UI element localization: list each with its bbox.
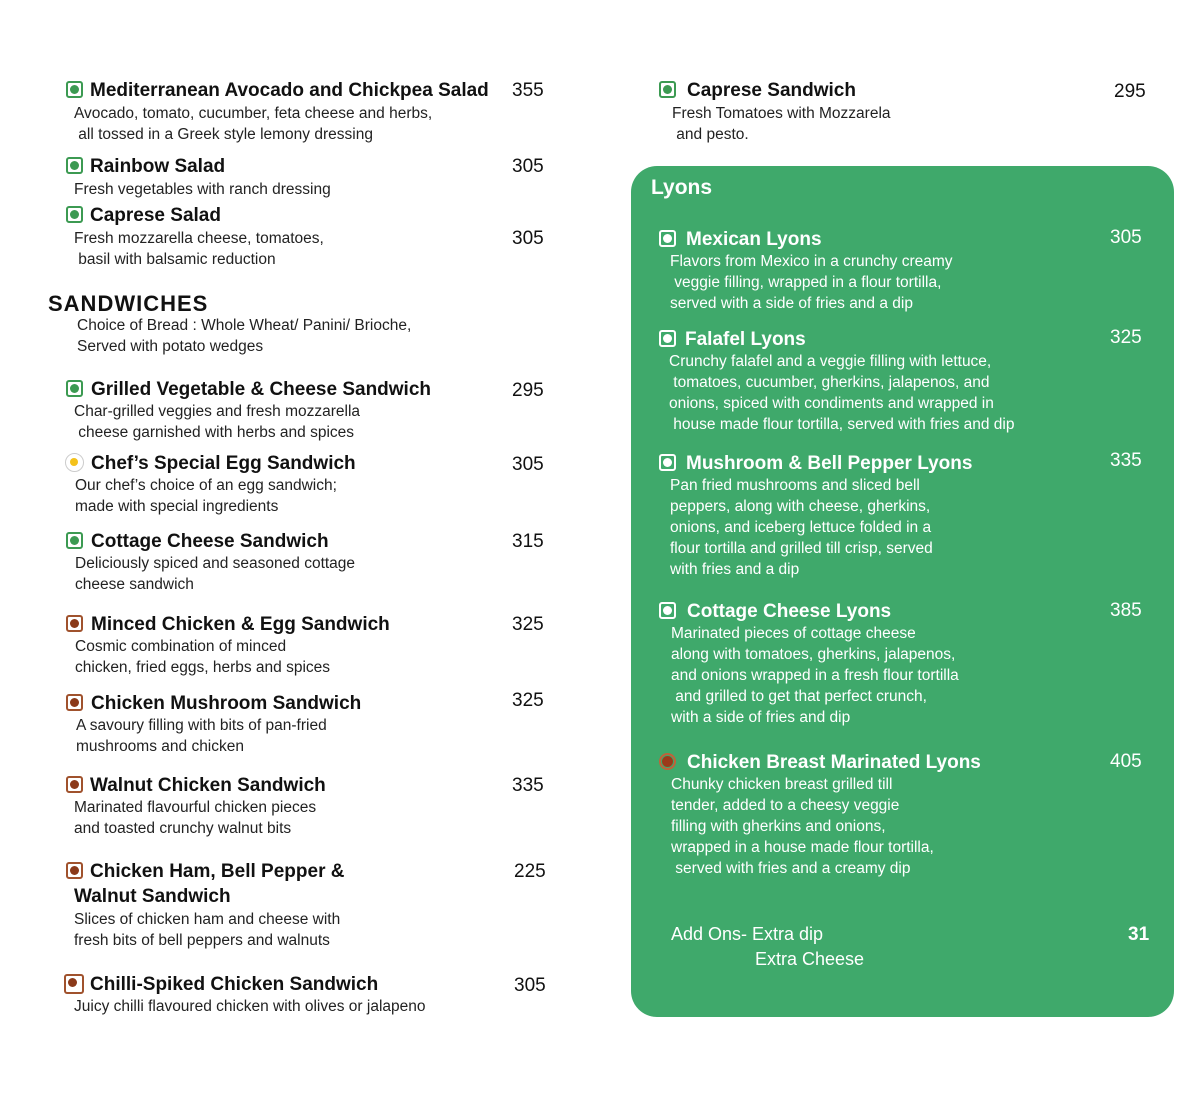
item-description: Char-grilled veggies and fresh mozzarella cheese garnished with herbs and spices [74,403,361,441]
item-price: 225 [514,861,546,882]
item-price: 325 [512,614,544,635]
non-veg-icon [64,974,84,994]
item-price: 335 [1110,450,1142,471]
egg-icon [65,453,84,472]
item-name: Cottage Cheese Sandwich [91,531,329,552]
item-price: 405 [1110,751,1142,772]
veg-icon [66,532,83,549]
item-name: Caprese Salad [90,205,221,226]
item-name: Caprese Sandwich [687,80,856,101]
item-description: Cosmic combination of minced chicken, fried eggs, herbs and spices [75,638,331,676]
veg-icon [659,454,676,471]
section-subtitle: Choice of Bread : Whole Wheat/ Panini/ Brioche, Served with potato wedges [77,317,412,355]
veg-icon [659,330,676,347]
veg-icon [66,157,83,174]
addons-line-1: Add Ons- Extra dip [671,924,824,944]
addons-price: 31 [1128,924,1150,945]
item-description: Slices of chicken ham and cheese with fresh bits of bell peppers and walnuts [74,911,341,949]
item-name: Cottage Cheese Lyons [687,601,892,622]
item-description: Fresh mozzarella cheese, tomatoes, basil with balsamic reduction [74,230,324,268]
item-price: 295 [512,380,544,401]
veg-icon [659,81,676,98]
item-description: A savoury filling with bits of pan-fried mushrooms and chicken [76,717,327,755]
non-veg-icon [66,862,83,879]
item-name: Walnut Chicken Sandwich [90,775,326,796]
non-veg-icon [66,615,83,632]
item-name: Minced Chicken & Egg Sandwich [91,614,390,635]
item-price: 305 [512,156,544,177]
item-description: Deliciously spiced and seasoned cottage cheese sandwich [75,555,356,593]
item-name: Mediterranean Avocado and Chickpea Salad [90,80,489,101]
lyons-panel [631,166,1174,1017]
section-title-lyons: Lyons [651,176,713,199]
item-name: Chicken Breast Marinated Lyons [687,752,981,773]
item-name: Falafel Lyons [685,329,806,350]
item-price: 325 [512,690,544,711]
non-veg-icon [66,776,83,793]
item-description: Marinated pieces of cottage cheese along with tomatoes, gherkins, jalapenos, and onions wrapped in a fresh flour tortilla and grilled to get that perfect crunch, with a side of fries and dip [671,625,959,726]
non-veg-icon [66,694,83,711]
item-description: Pan fried mushrooms and sliced bell peppers, along with cheese, gherkins, onions, and iceberg lettuce folded in a flour tortilla and grilled till crisp, served with fries and a dip [670,477,933,578]
item-price: 325 [1110,327,1142,348]
veg-icon [659,602,676,619]
veg-icon [66,206,83,223]
item-price: 305 [512,454,544,475]
item-description: Avocado, tomato, cucumber, feta cheese and herbs, all tossed in a Greek style lemony dressing [74,105,433,143]
veg-icon [66,81,83,98]
item-description: Crunchy falafel and a veggie filling with lettuce, tomatoes, cucumber, gherkins, jalapenos, and onions, spiced with condiments and wrapped in house made flour tortilla, served with fries and dip [669,353,1015,433]
item-description: Juicy chilli flavoured chicken with olives or jalapeno [74,998,426,1015]
item-name: Mexican Lyons [686,229,822,250]
item-price: 305 [512,228,544,249]
addons-line-2: Extra Cheese [755,949,865,969]
item-price: 295 [1114,81,1146,102]
item-name: Chilli-Spiked Chicken Sandwich [90,974,379,995]
item-price: 315 [512,531,544,552]
item-description: Fresh vegetables with ranch dressing [74,181,331,198]
item-name: Chef’s Special Egg Sandwich [91,453,356,474]
item-name: Chicken Ham, Bell Pepper & [90,861,345,882]
item-price: 335 [512,775,544,796]
item-description: Flavors from Mexico in a crunchy creamy veggie filling, wrapped in a flour tortilla, served with a side of fries and a dip [670,253,953,312]
veg-icon [659,230,676,247]
item-name-line-2: Walnut Sandwich [74,886,231,907]
item-description: Our chef’s choice of an egg sandwich; made with special ingredients [75,477,337,515]
item-name: Chicken Mushroom Sandwich [91,693,362,714]
non-veg-icon [659,753,676,770]
item-description: Marinated flavourful chicken pieces and toasted crunchy walnut bits [74,799,317,837]
section-title-sandwiches: SANDWICHES [48,291,209,316]
item-price: 305 [514,975,546,996]
item-name: Rainbow Salad [90,156,226,177]
item-description: Chunky chicken breast grilled till tender, added to a cheesy veggie filling with gherkins and onions, wrapped in a house made flour tortilla, served with fries and a creamy dip [671,776,934,877]
item-name: Grilled Vegetable & Cheese Sandwich [91,379,432,400]
item-price: 355 [512,80,544,101]
item-price: 305 [1110,227,1142,248]
item-name: Mushroom & Bell Pepper Lyons [686,453,973,474]
item-description: Fresh Tomatoes with Mozzarela and pesto. [672,105,891,143]
item-price: 385 [1110,600,1142,621]
veg-icon [66,380,83,397]
